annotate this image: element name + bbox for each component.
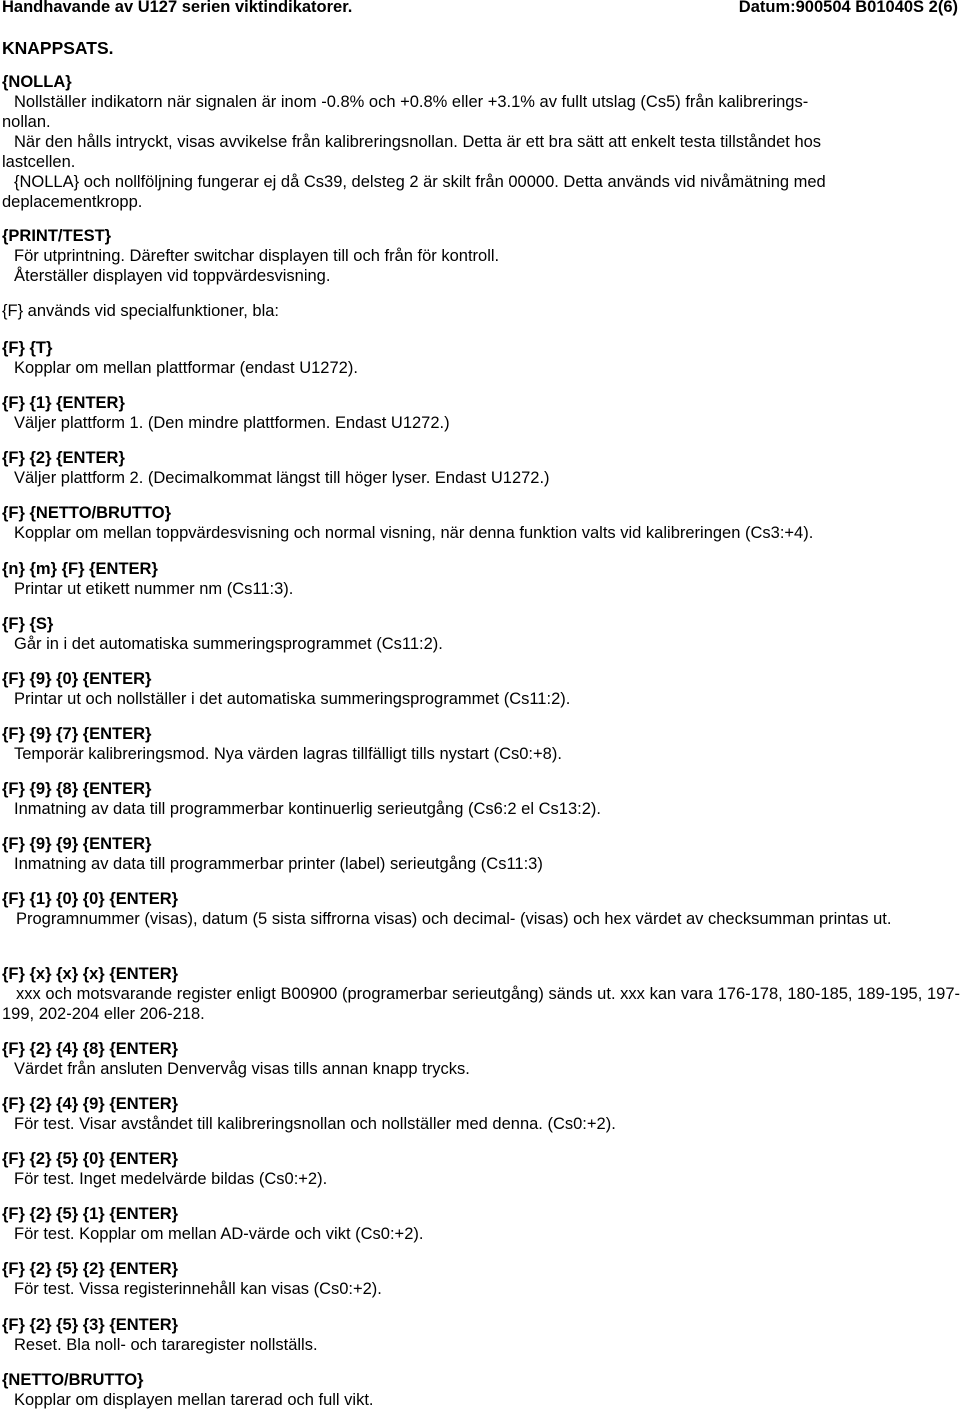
function-key: {F} {2} {5} {0} {ENTER} [2, 1150, 179, 1168]
netto-brutto-section [0, 1370, 960, 1410]
function-desc: Kopplar om mellan plattformar (endast U1272). [14, 359, 358, 377]
function-desc: För test. Vissa registerinnehåll kan visas (Cs0:+2). [14, 1280, 382, 1298]
function-key: {F} {2} {4} {8} {ENTER} [2, 1040, 179, 1058]
function-key: {F} {1} {ENTER} [2, 394, 125, 412]
print-test-section [0, 226, 960, 286]
function-key: {F} {2} {ENTER} [2, 449, 125, 467]
function-desc: Väljer plattform 2. (Decimalkommat längst till höger lyser. Endast U1272.) [14, 469, 550, 487]
page-header [0, 0, 960, 20]
nolla-section [0, 72, 960, 212]
function-desc: Reset. Bla noll- och tararegister nollställs. [14, 1336, 318, 1354]
function-key: {F} {1} {0} {0} {ENTER} [2, 890, 179, 908]
header-title: Handhavande av U127 serien viktindikatorer. [2, 0, 353, 16]
function-desc: Printar ut etikett nummer nm (Cs11:3). [14, 580, 294, 598]
function-entry [0, 964, 960, 1024]
function-entry [0, 779, 960, 819]
nolla-line-5: {NOLLA} och nollföljning fungerar ej då Cs39, delsteg 2 är skilt från 00000. Detta används vid nivåmätning med [14, 173, 826, 191]
function-desc: xxx och motsvarande register enligt B00900 (programerbar serieutgång) sänds ut. xxx kan vara 176-178, 180-185, 189-195, 197-199, 202-204 eller 206-218. [2, 985, 960, 1023]
function-desc: För test. Kopplar om mellan AD-värde och vikt (Cs0:+2). [14, 1225, 424, 1243]
nolla-line-6: deplacementkropp. [2, 193, 143, 211]
netto-brutto-desc: Kopplar om displayen mellan tarerad och full vikt. [14, 1391, 374, 1409]
nolla-line-4: lastcellen. [2, 153, 76, 171]
function-entry [0, 559, 960, 599]
function-key: {F} {NETTO/BRUTTO} [2, 504, 171, 522]
function-desc: För test. Inget medelvärde bildas (Cs0:+2). [14, 1170, 328, 1188]
function-key: {F} {9} {9} {ENTER} [2, 835, 152, 853]
print-test-key: {PRINT/TEST} [2, 227, 112, 245]
function-entry [0, 1094, 960, 1134]
header-date-code: Datum:900504 B01040S 2(6) [738, 0, 958, 16]
function-entry [0, 448, 960, 488]
function-desc: Printar ut och nollställer i det automatiska summeringsprogrammet (Cs11:2). [14, 690, 571, 708]
nolla-key: {NOLLA} [2, 73, 72, 91]
netto-brutto-key: {NETTO/BRUTTO} [2, 1371, 144, 1389]
function-key: {F} {2} {5} {3} {ENTER} [2, 1316, 179, 1334]
nolla-line-2: nollan. [2, 113, 51, 131]
function-entry [0, 503, 960, 543]
function-desc: För test. Visar avståndet till kalibreringsnollan och nollställer med denna. (Cs0:+2). [14, 1115, 616, 1133]
function-desc: Värdet från ansluten Denvervåg visas tills annan knapp trycks. [14, 1060, 470, 1078]
nolla-line-3: När den hålls intryckt, visas avvikelse från kalibreringsnollan. Detta är ett bra sätt att enkelt testa tillståndet hos [14, 133, 822, 151]
function-desc: Inmatning av data till programmerbar kontinuerlig serieutgång (Cs6:2 el Cs13:2). [14, 800, 601, 818]
function-key: {F} {2} {5} {2} {ENTER} [2, 1260, 179, 1278]
function-entry [0, 724, 960, 764]
function-key: {n} {m} {F} {ENTER} [2, 560, 158, 578]
function-key: {F} {x} {x} {x} {ENTER} [2, 965, 179, 983]
function-key: {F} {9} {7} {ENTER} [2, 725, 152, 743]
f-intro [0, 301, 960, 321]
function-desc: Kopplar om mellan toppvärdesvisning och normal visning, när denna funktion valts vid kalibreringen (Cs3:+4). [14, 524, 814, 542]
function-entry [0, 614, 960, 654]
function-entry [0, 393, 960, 433]
function-desc: Väljer plattform 1. (Den mindre plattformen. Endast U1272.) [14, 414, 450, 432]
nolla-line-1: Nollställer indikatorn när signalen är inom -0.8% och +0.8% eller +3.1% av fullt utslag (Cs5) från kalibrerings- [14, 93, 809, 111]
function-entry [0, 1259, 960, 1299]
function-entry [0, 1039, 960, 1079]
function-desc: Går in i det automatiska summeringsprogrammet (Cs11:2). [14, 635, 443, 653]
function-key: {F} {9} {0} {ENTER} [2, 670, 152, 688]
function-desc: Temporär kalibreringsmod. Nya värden lagras tillfälligt tills nystart (Cs0:+8). [14, 745, 562, 763]
section-title: KNAPPSATS. [2, 38, 114, 58]
function-key: {F} {T} [2, 339, 53, 357]
function-desc: Programnummer (visas), datum (5 sista siffrorna visas) och decimal- (visas) och hex värdet av checksumman printas ut. [16, 910, 892, 928]
f-intro-text: {F} används vid specialfunktioner, bla: [2, 302, 280, 320]
function-key: {F} {2} {5} {1} {ENTER} [2, 1205, 179, 1223]
function-entry [0, 834, 960, 874]
function-entry [0, 1204, 960, 1244]
function-key: {F} {S} [2, 615, 54, 633]
print-test-line-1: För utprintning. Därefter switchar displayen till och från för kontroll. [14, 247, 500, 265]
function-entry [0, 1315, 960, 1355]
function-entry [0, 889, 960, 929]
function-entry [0, 1149, 960, 1189]
function-entry [0, 669, 960, 709]
function-desc: Inmatning av data till programmerbar printer (label) serieutgång (Cs11:3) [14, 855, 543, 873]
function-key: {F} {9} {8} {ENTER} [2, 780, 152, 798]
function-entry [0, 338, 960, 378]
function-key: {F} {2} {4} {9} {ENTER} [2, 1095, 179, 1113]
print-test-line-2: Återställer displayen vid toppvärdesvisning. [14, 267, 331, 285]
